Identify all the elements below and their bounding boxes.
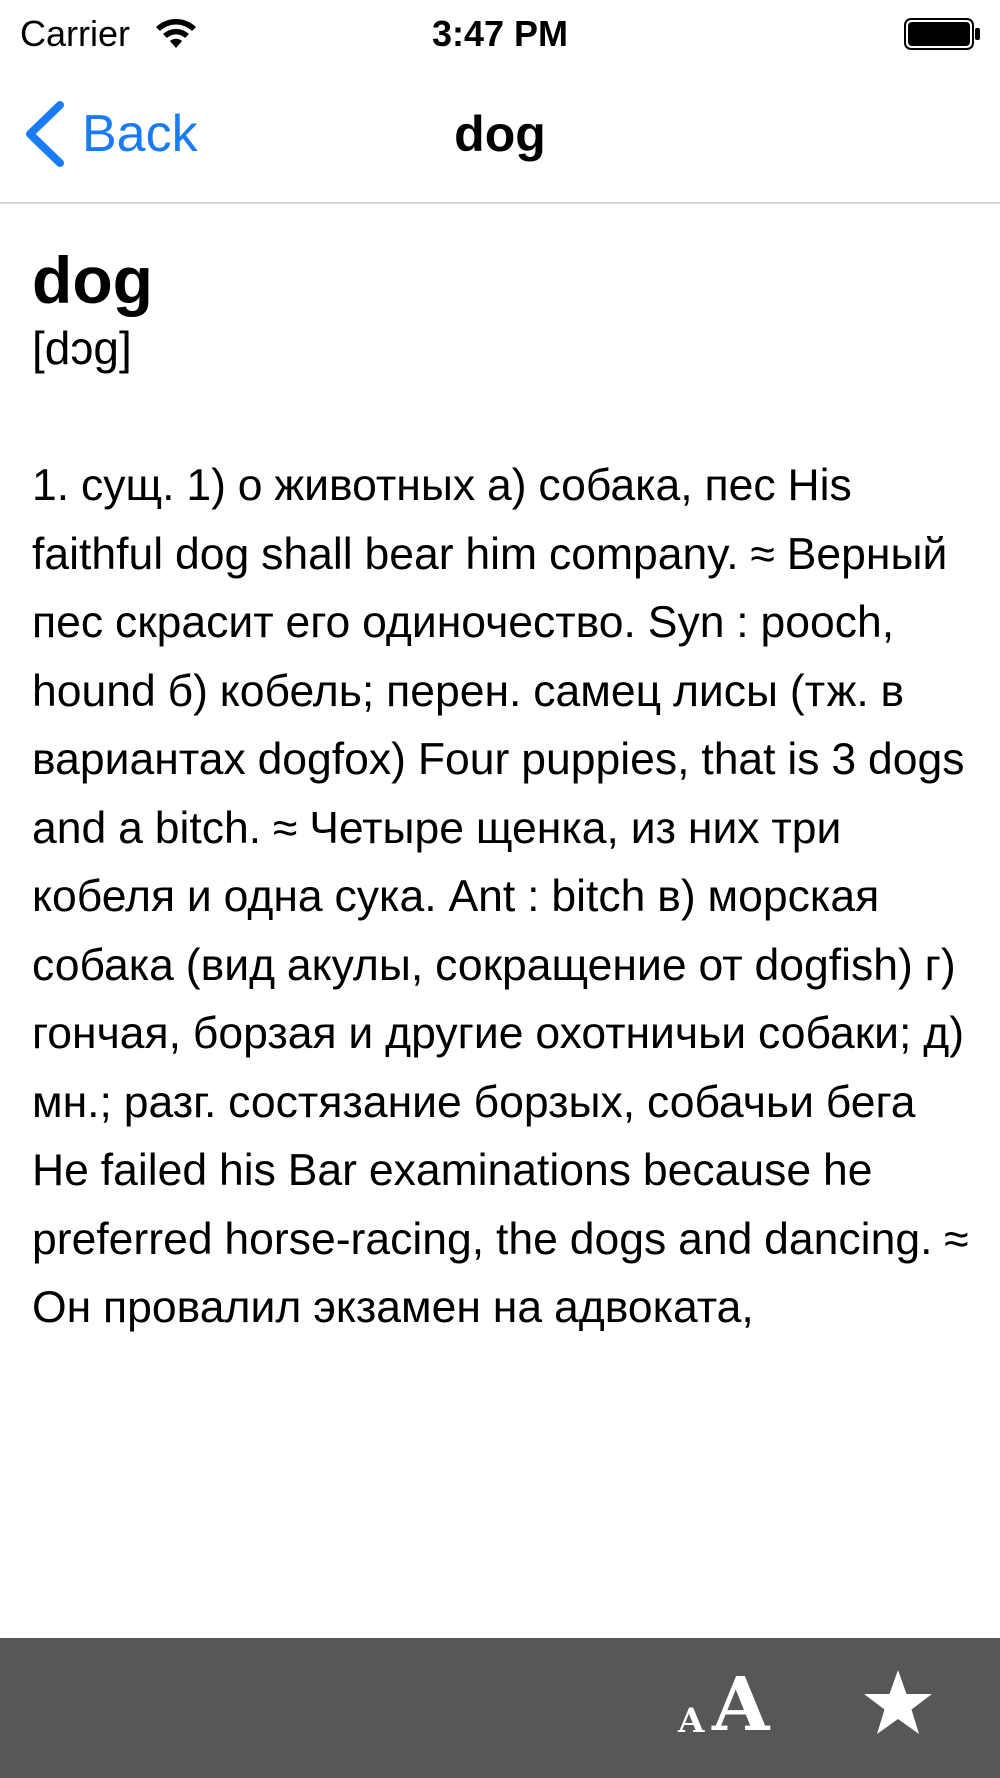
entry-content[interactable] bbox=[32, 204, 972, 1638]
page-title: dog bbox=[454, 106, 546, 162]
font-size-button[interactable] bbox=[676, 1662, 788, 1752]
font-size-icon-small: A bbox=[678, 1701, 705, 1741]
headword: dog bbox=[32, 243, 153, 317]
star-icon[interactable] bbox=[862, 1668, 934, 1740]
status-time: 3:47 PM bbox=[431, 13, 569, 54]
status-bar bbox=[0, 0, 1000, 66]
back-button-label: Back bbox=[82, 105, 198, 163]
bottom-toolbar bbox=[0, 1638, 1000, 1778]
definition-text: 1. сущ. 1) о животных а) собака, пес His faithful dog shall bear him company. ≈ Верный пес скрасит его одиночество. Syn : pooch, hound б) кобель; перен. самец лисы (тж. в вариантах dogfox) Four puppies, that is 3 dogs and a bitch. ≈ Четыре щенка, из них три кобеля и одна сука. Ant : bitch в) морская собака (вид акулы, сокращение от dogfish) г) гончая, борзая и другие охотничьи собаки; д) мн.; разг. состязание борзых, собачьи бега He failed his Bar examinations because he preferred horse-racing, the dogs and dancing. ≈ Он провалил экзамен на адвоката, bbox=[32, 461, 969, 1332]
font-size-icon-large: A bbox=[712, 1662, 770, 1748]
carrier-label: Carrier bbox=[20, 13, 131, 54]
transcription: [dɔg] bbox=[32, 322, 132, 374]
battery-icon bbox=[904, 16, 982, 52]
navigation-bar bbox=[0, 66, 1000, 204]
